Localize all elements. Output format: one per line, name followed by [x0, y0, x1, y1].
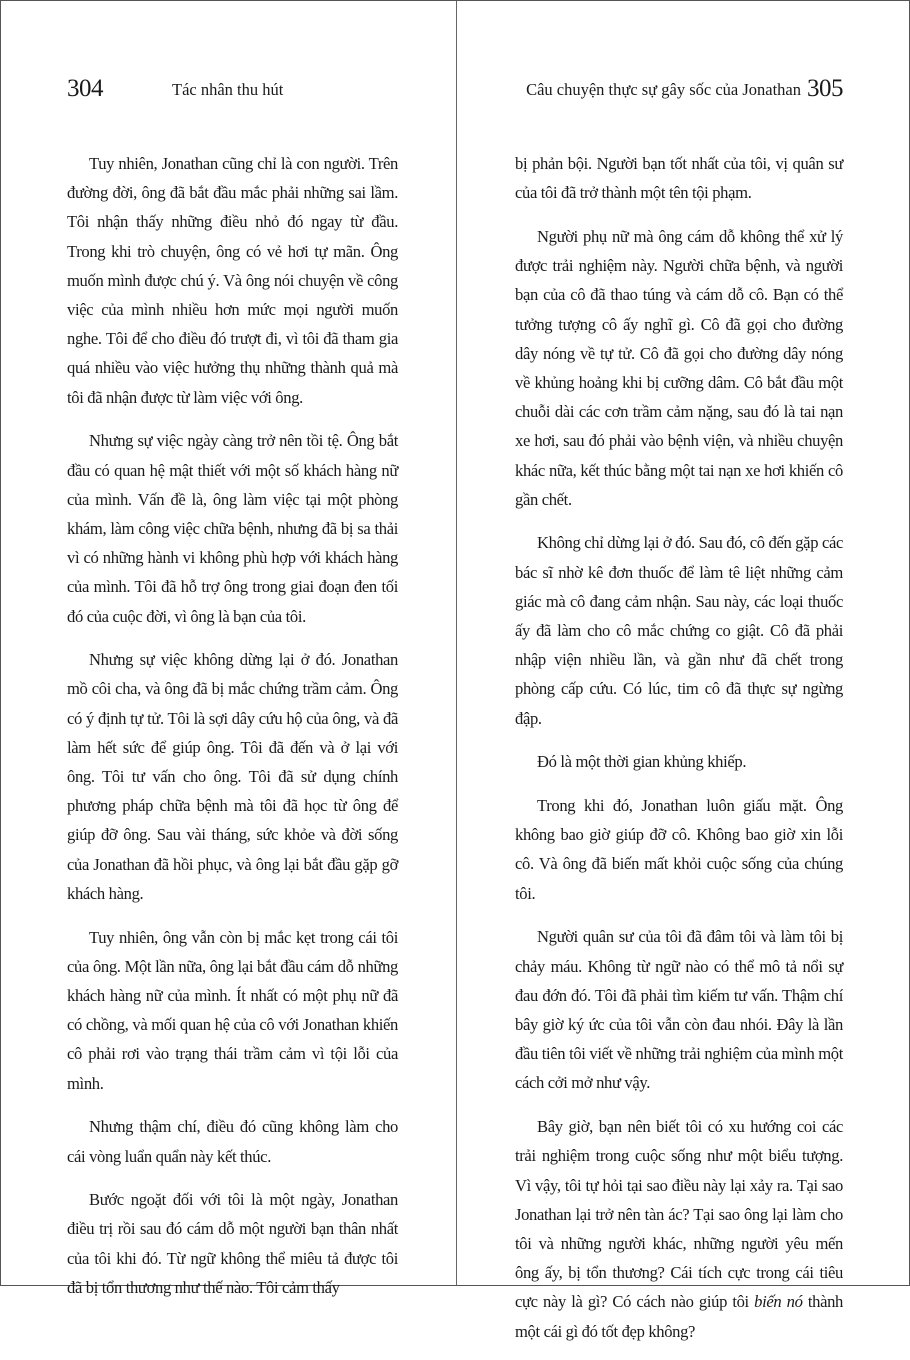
paragraph [515, 1112, 843, 1346]
left-page-body [67, 149, 398, 1317]
paragraph: Trong khi đó, Jonathan luôn giấu mặt. Ông không bao giờ giúp đỡ cô. Không bao giờ xin lỗi cô. Và ông đã biến mất khỏi cuộc sống của chúng tôi. [515, 796, 843, 903]
paragraph-text: thành một cái gì đó tốt đẹp không? [515, 1292, 843, 1341]
right-page-header [515, 75, 843, 105]
page-number: 304 [67, 75, 103, 102]
left-page-header [67, 75, 397, 105]
paragraph: Người phụ nữ mà ông cám dỗ không thể xử lý được trải nghiệm này. Người chữa bệnh, và người bạn của cô đã thao túng và cám dỗ cô. Bạn có thể tưởng tượng cô ấy nghĩ gì. Cô đã gọi cho đường dây nóng về tự tử. Cô đã gọi cho đường dây nóng về khủng hoảng khi bị cưỡng dâm. Cô bắt đầu một chuỗi dài các cơn trầm cảm nặng, sau đó là tai nạn xe hơi, sau đó phải vào bệnh viện, và nhiều chuyện khác nữa, kết thúc bằng một tai nạn xe hơi khiến cô gần chết. [515, 226, 843, 509]
paragraph: Người quân sư của tôi đã đâm tôi và làm tôi bị chảy máu. Không từ ngữ nào có thể mô tả nổi sự đau đớn đó. Tôi đã phải tìm kiếm tư vấn. Thậm chí bây giờ ký ức của tôi vẫn còn đau nhói. Đây là lần đầu tiên tôi viết về những trải nghiệm của mình một cách cởi mở như vậy. [515, 927, 843, 1093]
paragraph: Nhưng thậm chí, điều đó cũng không làm cho cái vòng luẩn quẩn này kết thúc. [67, 1117, 398, 1166]
right-page [457, 1, 910, 1341]
paragraph-text: Bây giờ, bạn nên biết tôi có xu hướng coi các trải nghiệm trong cuộc sống như một biểu tượng. Vì vậy, tôi tự hỏi tại sao điều này lại xảy ra. Tại sao Jonathan lại trở nên tàn ác? Tại sao ông lại làm cho tôi và những người khác, những người yêu mến ông ấy, bị tổn thương? Cái tích cực trong cái tiêu cực này là gì? Có cách nào giúp tôi [515, 1117, 843, 1312]
right-page-body [515, 149, 843, 1360]
paragraph: Đó là một thời gian khủng khiếp. [537, 752, 747, 772]
paragraph: Tuy nhiên, Jonathan cũng chỉ là con người. Trên đường đời, ông đã bắt đầu mắc phải những sai lầm. Tôi nhận thấy những điều nhỏ đó ngay từ đầu. Trong khi trò chuyện, ông có vẻ hơi tự mãn. Ông muốn mình được chú ý. Và ông nói chuyện về công việc của mình nhiều hơn mức mọi người muốn nghe. Tôi để cho điều đó trượt đi, vì tôi đã tham gia quá nhiều vào việc hưởng thụ những thành quả mà tôi đã nhận được từ làm việc với ông. [67, 154, 398, 407]
paragraph: Nhưng sự việc không dừng lại ở đó. Jonathan mồ côi cha, và ông đã bị mắc chứng trầm cảm. Ông có ý định tự tử. Tôi là sợi dây cứu hộ của ông, và đã làm hết sức để giúp ông. Tôi đã đến và ở lại với ông. Tôi tư vấn cho ông. Tôi đã sử dụng chính phương pháp chữa bệnh mà tôi đã học từ ông để giúp đỡ ông. Sau vài tháng, sức khỏe và đời sống của Jonathan đã hồi phục, và ông lại bắt đầu gặp gỡ khách hàng. [67, 650, 398, 903]
page-number: 305 [807, 75, 843, 102]
paragraph: Không chỉ dừng lại ở đó. Sau đó, cô đến gặp các bác sĩ nhờ kê đơn thuốc để làm tê liệt những cảm giác mà cô đang cảm nhận. Sau này, các loại thuốc ấy đã làm cho cô mắc chứng co giật. Cô đã phải nhập viện nhiều lần, và gần như đã chết trong phòng cấp cứu. Có lúc, tim cô đã thực sự ngừng đập. [515, 533, 843, 728]
paragraph: Nhưng sự việc ngày càng trở nên tồi tệ. Ông bắt đầu có quan hệ mật thiết với một số khách hàng nữ của mình. Vấn đề là, ông làm việc tại một phòng khám, làm công việc chữa bệnh, nhưng đã bị sa thải vì có những hành vi không phù hợp với khách hàng của mình. Tôi đã hỗ trợ ông trong giai đoạn đen tối đó của cuộc đời, vì ông là bạn của tôi. [67, 431, 398, 626]
running-title: Tác nhân thu hút [172, 80, 284, 99]
emphasis-text: biến nó [754, 1292, 803, 1312]
paragraph: Bước ngoặt đối với tôi là một ngày, Jonathan điều trị rồi sau đó cám dỗ một người bạn thân nhất của tôi khi đó. Từ ngữ không thể miêu tả được tôi đã bị tổn thương như thế nào. Tôi cảm thấy [67, 1190, 398, 1297]
continued-paragraph: bị phản bội. Người bạn tốt nhất của tôi, vị quân sư của tôi đã trở thành một tên tội phạm. [515, 154, 843, 203]
paragraph: Tuy nhiên, ông vẫn còn bị mắc kẹt trong cái tôi của ông. Một lần nữa, ông lại bắt đầu cám dỗ những khách hàng nữ của mình. Ít nhất có một phụ nữ đã có chồng, và mối quan hệ của cô với Jonathan khiến cô phải rơi vào trạng thái trầm cảm vì tội lỗi của mình. [67, 927, 398, 1093]
running-title: Câu chuyện thực sự gây sốc của Jonathan [526, 80, 801, 99]
left-page [1, 1, 456, 1297]
